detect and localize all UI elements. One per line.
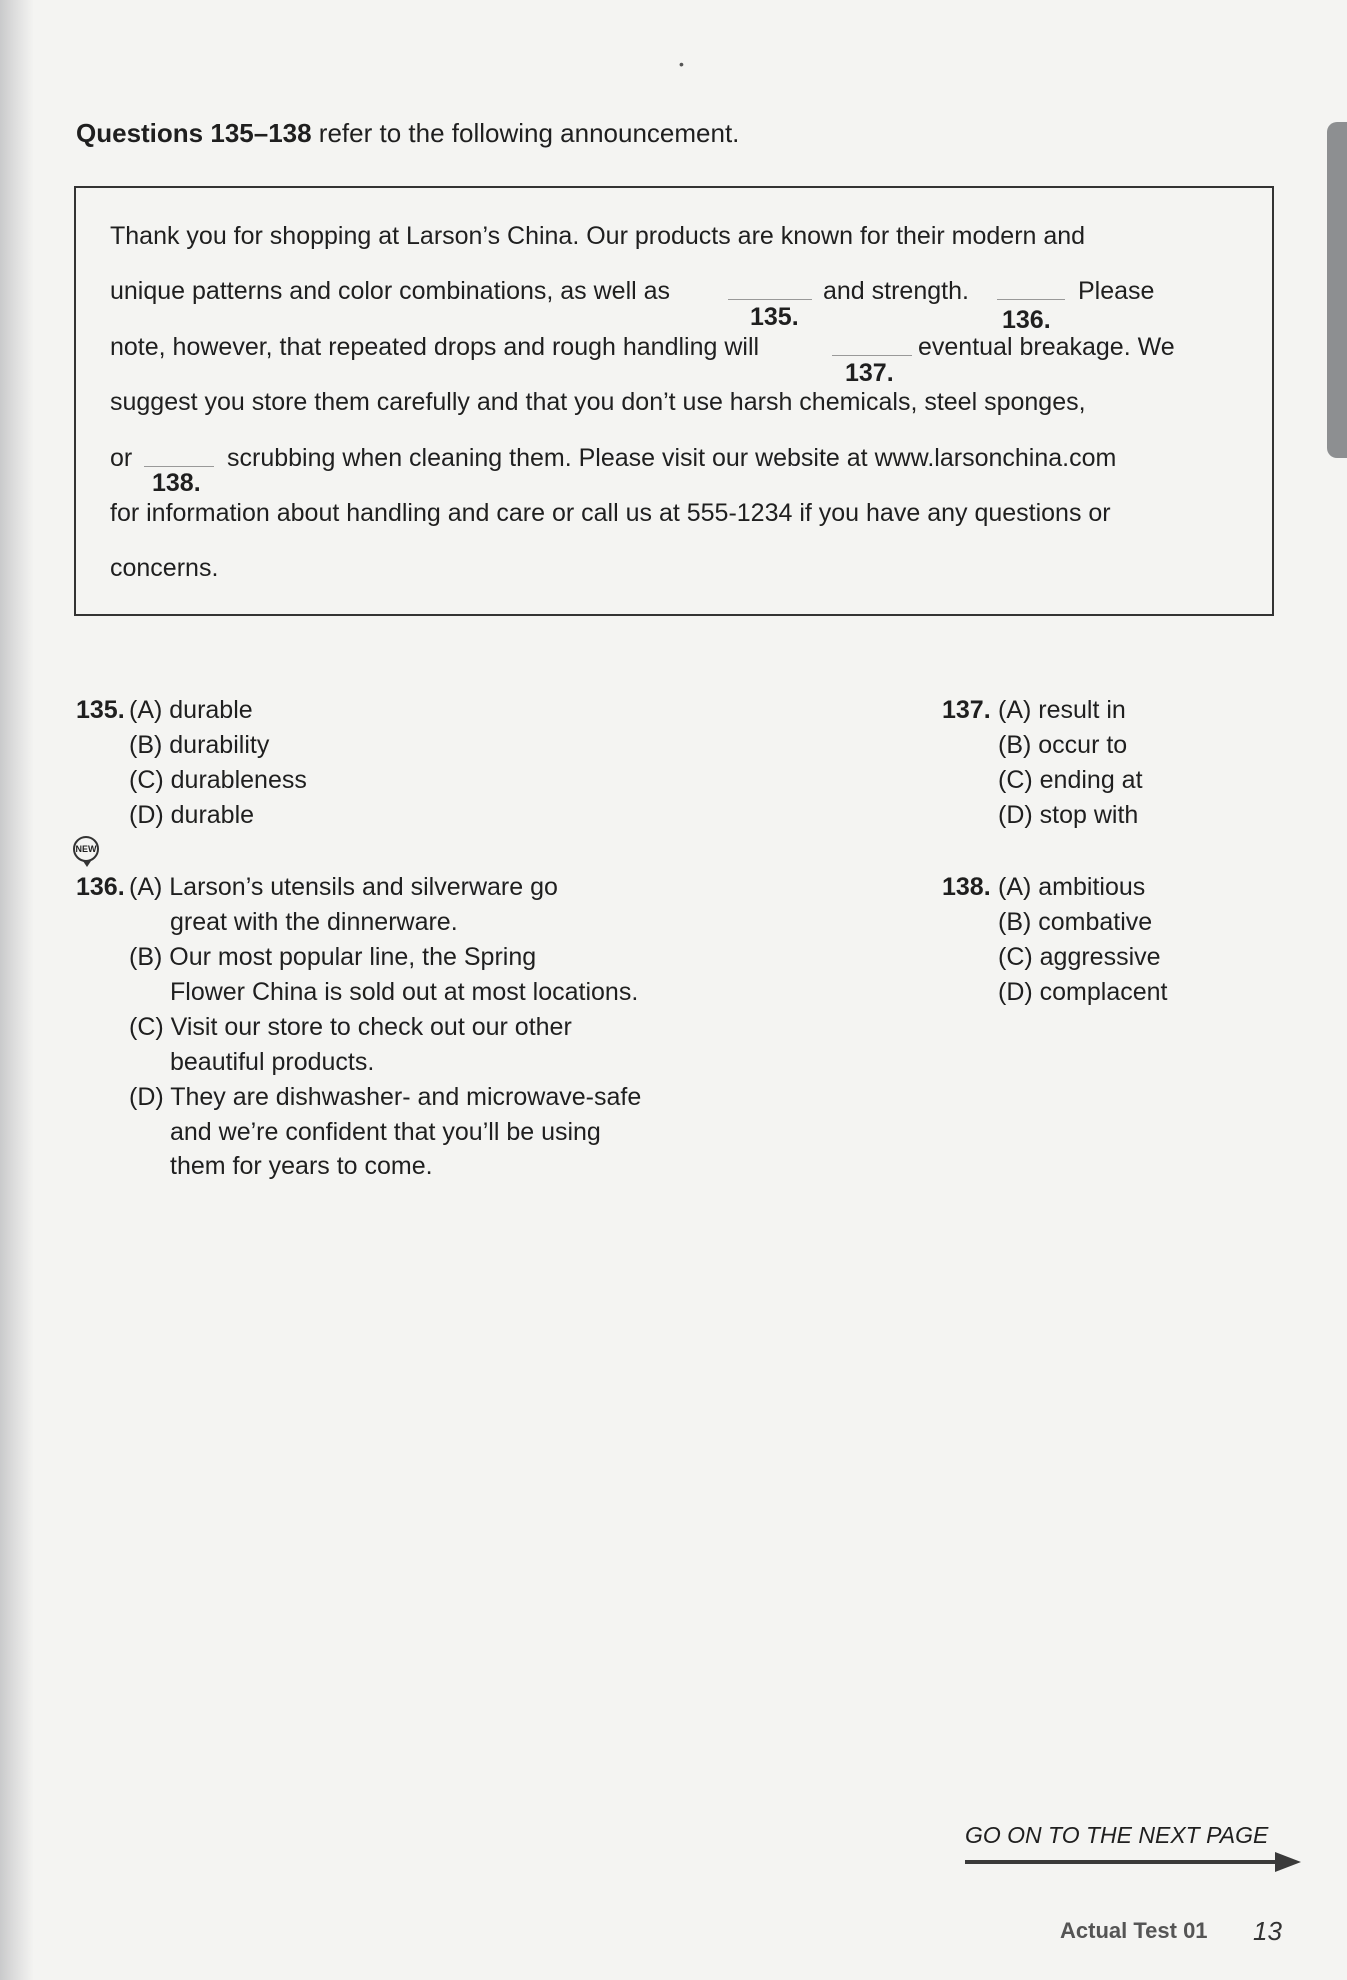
page-edge-tab [1327, 122, 1347, 458]
q138-option-d[interactable]: (D) complacent [998, 978, 1168, 1006]
q137-option-b[interactable]: (B) occur to [998, 731, 1128, 759]
passage-line-6: for information about handling and care or call us at 555-1234 if you have any questions or [110, 499, 1111, 527]
binding-shadow [0, 0, 34, 1980]
q138-option-a[interactable]: (A) ambitious [998, 873, 1146, 901]
q136-option-d-cont: and we’re confident that you’ll be using [170, 1118, 601, 1146]
passage-line-2b: and strength. [823, 277, 969, 305]
footer-test-label: Actual Test 01 [1060, 1918, 1208, 1943]
q135-option-d[interactable]: (D) durable [129, 801, 255, 829]
q138-option-b[interactable]: (B) combative [998, 908, 1153, 936]
passage-line-5a: or [110, 444, 133, 472]
passage-line-2a: unique patterns and color combinations, as well as [110, 277, 671, 305]
blank-136 [997, 299, 1065, 300]
q137-option-c[interactable]: (C) ending at [998, 766, 1143, 794]
blank-135 [728, 299, 812, 300]
question-number-137: 137. [942, 696, 991, 724]
q136-option-c-cont: beautiful products. [170, 1048, 375, 1076]
q136-option-d[interactable]: (D) They are dishwasher- and microwave-safe [129, 1083, 642, 1111]
blank-138 [144, 466, 214, 467]
passage-line-1: Thank you for shopping at Larson’s China. Our products are known for their modern and [110, 222, 1086, 250]
stray-mark: • [679, 56, 684, 72]
q138-option-c[interactable]: (C) aggressive [998, 943, 1161, 971]
blank-number-137: 137. [845, 359, 894, 387]
page-number: 13 [1253, 1916, 1282, 1946]
blank-number-135: 135. [750, 303, 799, 331]
questions-heading-rest: refer to the following announcement. [311, 118, 740, 148]
arrow-right-icon [1275, 1852, 1301, 1872]
question-number-138: 138. [942, 873, 991, 901]
q135-option-b[interactable]: (B) durability [129, 731, 270, 759]
blank-137 [832, 355, 912, 356]
passage-line-3a: note, however, that repeated drops and rough handling will [110, 333, 760, 361]
go-next-page-label: GO ON TO THE NEXT PAGE [965, 1822, 1269, 1848]
q137-option-a[interactable]: (A) result in [998, 696, 1126, 724]
passage-line-7: concerns. [110, 554, 219, 582]
passage-line-5b: scrubbing when cleaning them. Please visit our website at www.larsonchina.com [227, 444, 1117, 472]
questions-heading [76, 118, 739, 149]
question-number-135: 135. [76, 696, 125, 724]
next-page-arrow-line [965, 1860, 1275, 1864]
questions-range: Questions 135–138 [76, 118, 312, 148]
blank-number-138: 138. [152, 469, 201, 497]
q136-option-b-cont: Flower China is sold out at most locations. [170, 978, 639, 1006]
q135-option-c[interactable]: (C) durableness [129, 766, 307, 794]
q136-option-a-cont: great with the dinnerware. [170, 908, 458, 936]
q136-option-c[interactable]: (C) Visit our store to check out our other [129, 1013, 572, 1041]
passage-line-2c: Please [1078, 277, 1155, 305]
q136-option-a[interactable]: (A) Larson’s utensils and silverware go [129, 873, 558, 901]
q136-option-b[interactable]: (B) Our most popular line, the Spring [129, 943, 537, 971]
passage-line-3b: eventual breakage. We [918, 333, 1175, 361]
blank-number-136: 136. [1002, 306, 1051, 334]
question-number-136: 136. [76, 873, 125, 901]
q136-option-d-cont-2: them for years to come. [170, 1152, 433, 1180]
passage-line-4: suggest you store them carefully and that you don’t use harsh chemicals, steel sponges, [110, 388, 1086, 416]
q137-option-d[interactable]: (D) stop with [998, 801, 1139, 829]
q135-option-a[interactable]: (A) durable [129, 696, 253, 724]
new-badge: NEW [73, 836, 99, 862]
